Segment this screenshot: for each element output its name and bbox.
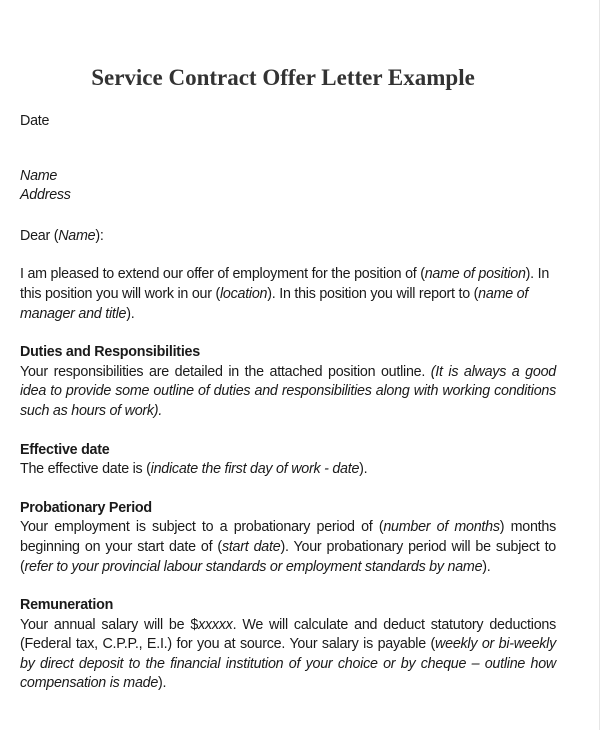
- location-placeholder: location: [219, 285, 268, 302]
- salutation-name: Name: [58, 227, 96, 244]
- effective-date-placeholder: indicate the first day of work - date: [150, 461, 360, 478]
- salary-placeholder: xxxxx: [198, 616, 233, 633]
- probation-paragraph: Your employment is subject to a probationary period of (number of months) months beginning on your start date of (start date). Your probationary period will be subject to (refer to your provincial labour standards or employment standards by name).: [20, 519, 556, 575]
- standards-placeholder: refer to your provincial labour standards or employment standards by name: [24, 558, 483, 575]
- letter-body: [20, 112, 556, 694]
- probation-heading: Probationary Period: [20, 499, 152, 516]
- effective-date-heading: Effective date: [20, 441, 110, 458]
- manager-placeholder: name of manager and title: [20, 285, 529, 322]
- remuneration-heading: Remuneration: [20, 597, 114, 614]
- intro-paragraph: I am pleased to extend our offer of employment for the position of (name of position). In this position you will work in our (location). In this position you will report to (name of manager and title).: [20, 266, 550, 322]
- payment-placeholder: weekly or bi-weekly by direct deposit to the financial institution of your choice or by cheque – outline how compensation is made: [20, 636, 557, 692]
- duties-note: (It is always a good idea to provide some outline of duties and responsibilities along with working conditions such as hours of work).: [20, 363, 556, 419]
- recipient-name: Name: [20, 167, 58, 184]
- position-placeholder: name of position: [424, 266, 526, 283]
- start-date-placeholder: start date: [221, 538, 281, 555]
- months-placeholder: number of months: [383, 519, 500, 536]
- recipient-address: Address: [20, 187, 71, 204]
- duties-paragraph: Your responsibilities are detailed in the attached position outline. (It is always a good idea to provide some outline of duties and responsibilities along with working conditions such as hours of work).: [20, 363, 556, 419]
- duties-heading: Duties and Responsibilities: [20, 344, 200, 361]
- effective-date-paragraph: The effective date is (indicate the first day of work - date).: [20, 461, 368, 478]
- document-title: Service Contract Offer Letter Example: [91, 65, 475, 90]
- salutation: Dear (Name):: [20, 227, 104, 244]
- date-line: Date: [20, 113, 50, 129]
- remuneration-paragraph: Your annual salary will be $xxxxx. We will calculate and deduct statutory deductions (Federal tax, C.P.P., E.I.) for you at source. Your salary is payable (weekly or bi-weekly by direct deposit to the financial institution of your choice or by cheque – outline how compensation is made).: [20, 616, 557, 692]
